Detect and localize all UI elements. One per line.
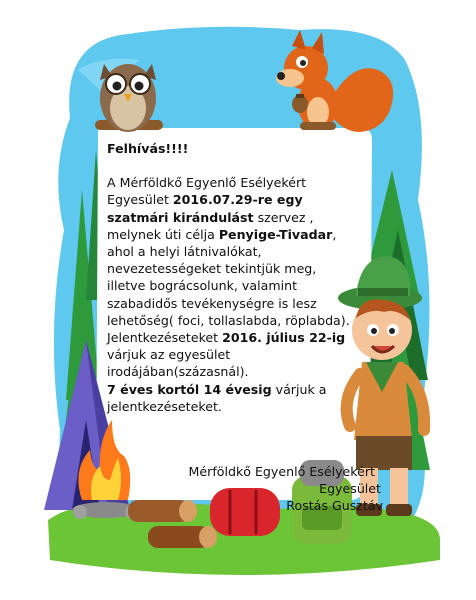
notice-paragraph (107, 381, 357, 415)
notice-text-run: 2016.07.29-re egy szatmári kirándulást (107, 192, 303, 225)
notice-text-run: Penyige-Tivadar (218, 226, 333, 242)
notice-text-run: várjuk a jelentkezéseteket. (107, 381, 327, 414)
notice-paragraph (107, 174, 357, 329)
notice-text (107, 140, 357, 415)
notice-text-run: várjuk az egyesület irodájában(százasnál). (107, 347, 249, 380)
signature-org-line1: Mérföldkő Egyenlő Esélyekért (188, 464, 375, 479)
notice-text-run: 7 éves kortól 14 évesig (107, 381, 272, 397)
signature-name: Rostás Gusztáv (286, 498, 383, 514)
owl-icon (95, 64, 163, 132)
notice-paragraph (107, 329, 357, 381)
notice-text-run: 2016. július 22-ig (222, 330, 346, 346)
signature-org-line2: Egyesület (319, 481, 381, 497)
notice-text-run: Jelentkezéseteket (107, 330, 223, 346)
notice-text-run: A Mérföldkő Egyenlő Esélyekért Egyesület (107, 175, 307, 208)
notice-title: Felhívás!!!! (107, 141, 189, 156)
signature (100, 463, 385, 515)
notice-text-run: , ahol a helyi látnivalókat, nevezetességeket tekintjük meg, illetve bográcsolunk, valamint szabadidős tevékenységre is lesz lehetőség( foci, tollaslabda, röplabda). (107, 226, 350, 328)
notice-text-run: szervez , melynek úti célja (107, 209, 314, 242)
